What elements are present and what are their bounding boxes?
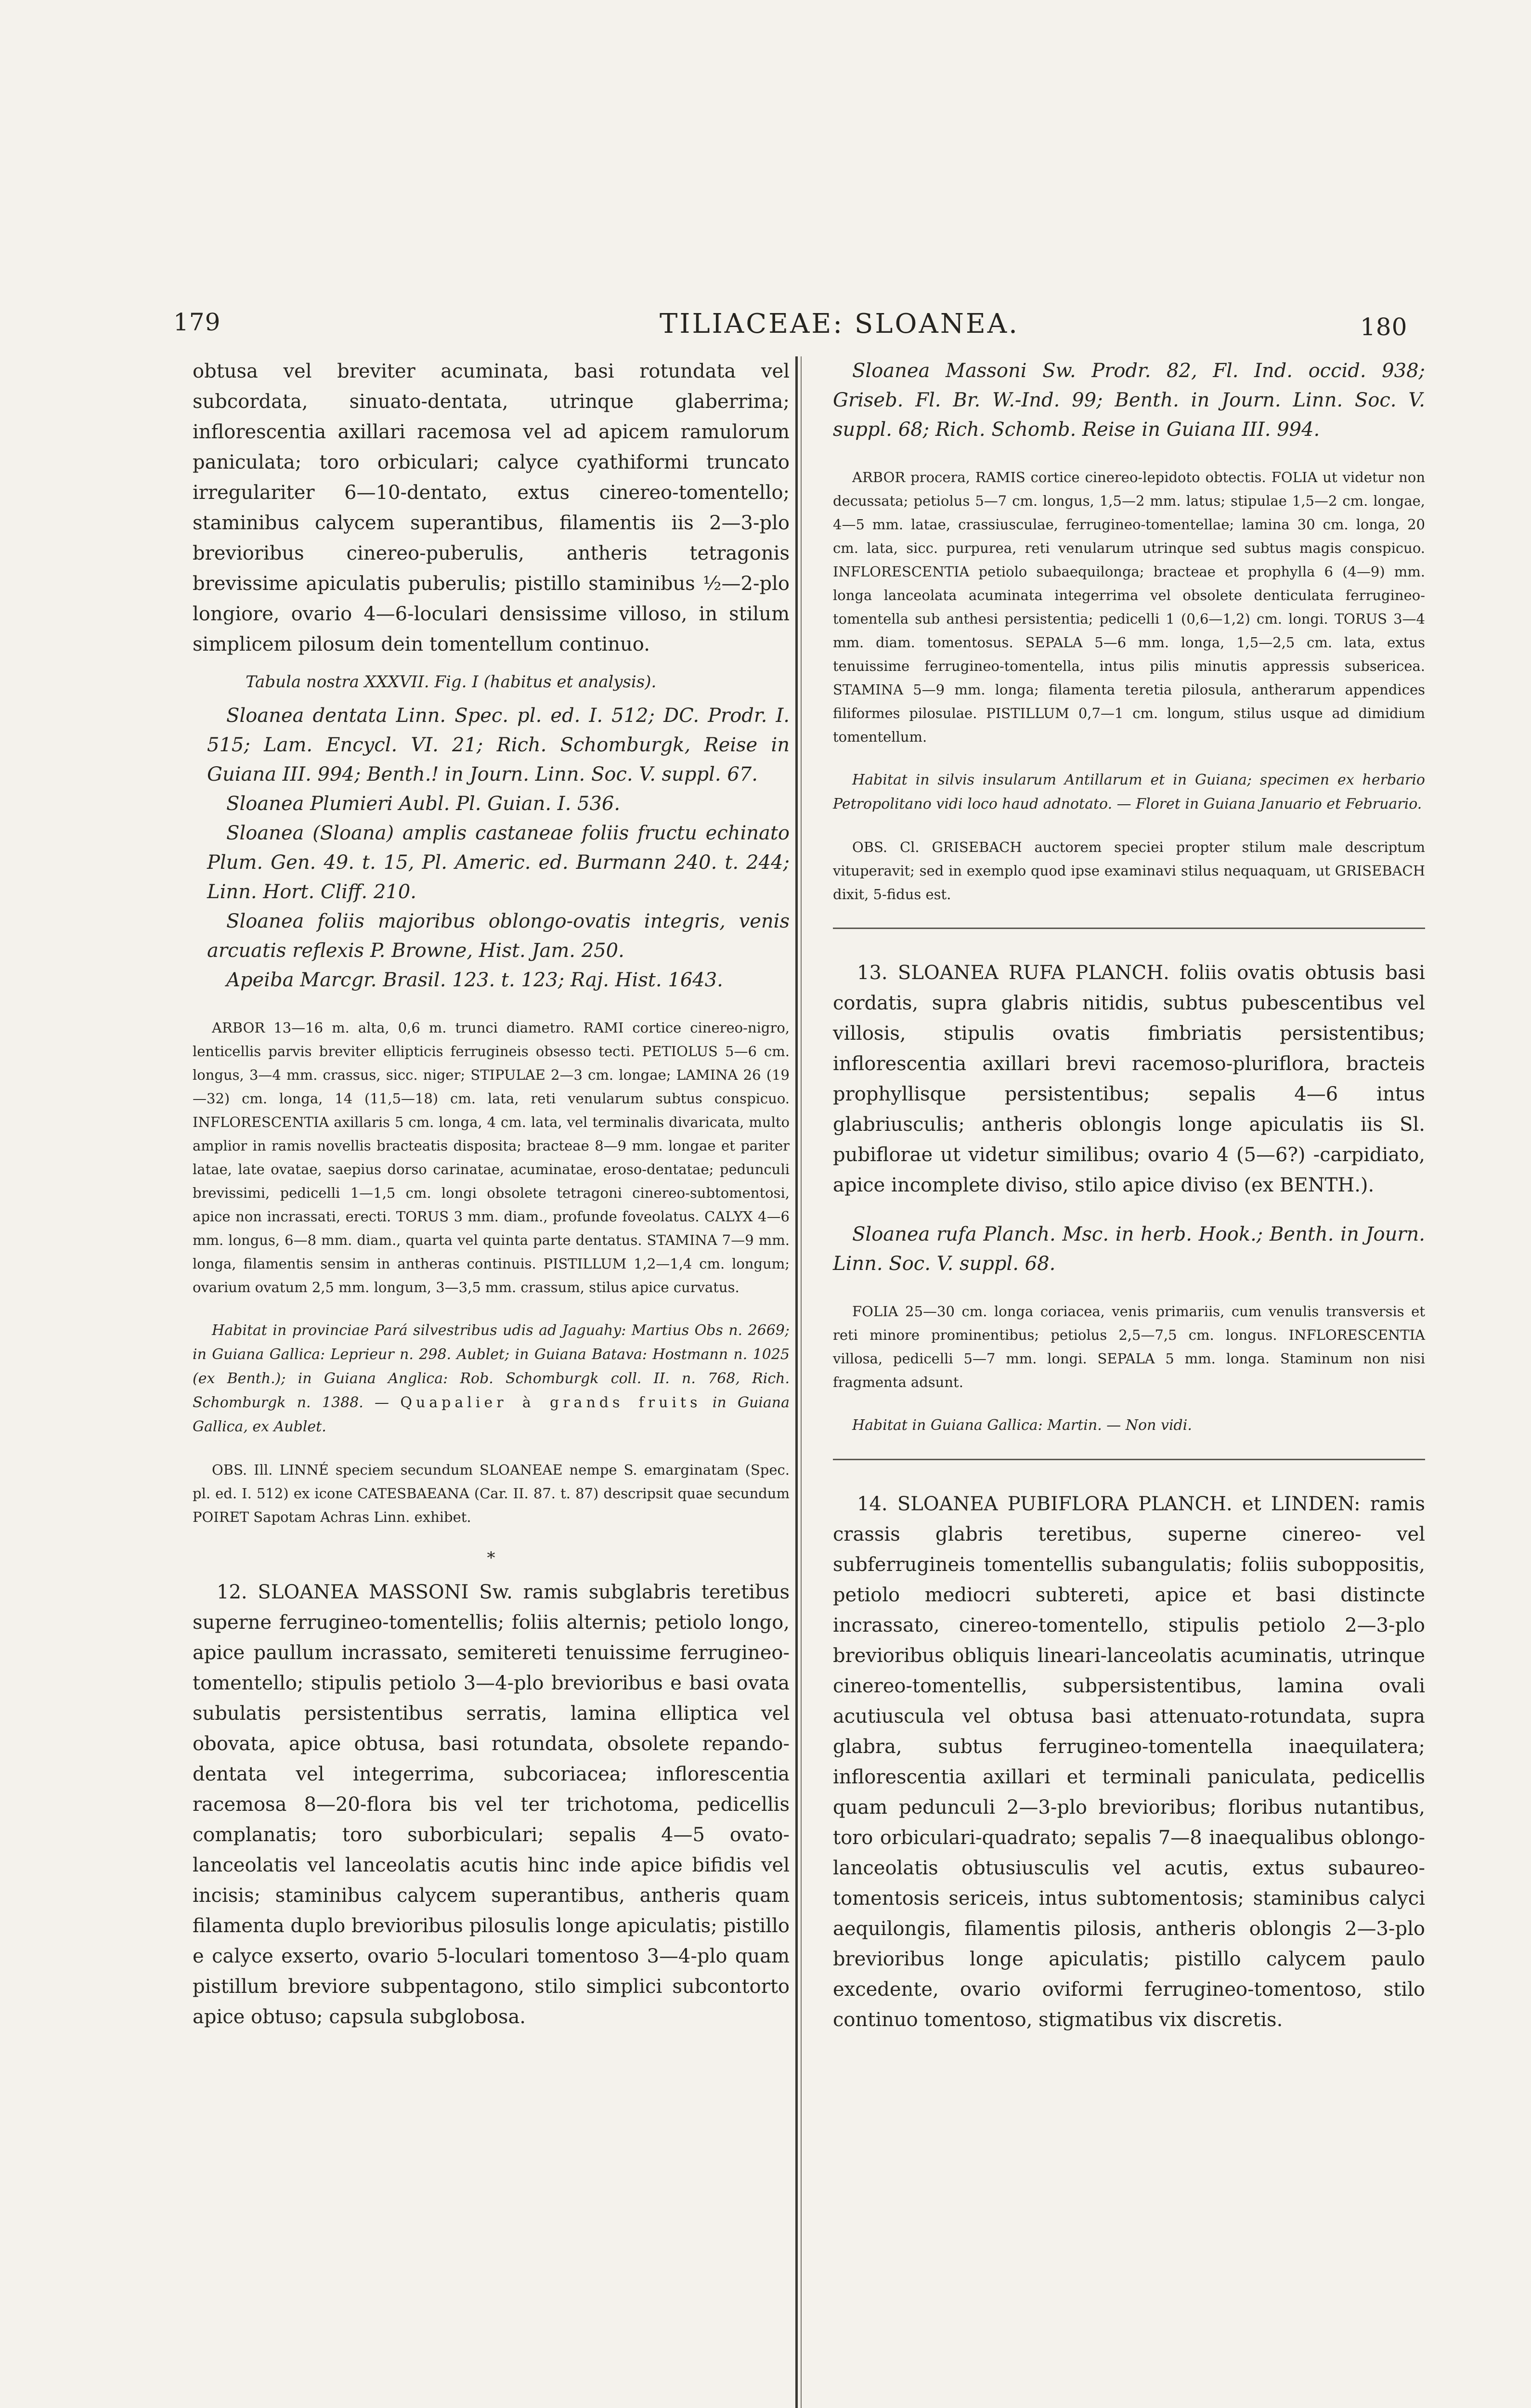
description-12: ARBOR procera, RAMIS cortice cinereo-lepidoto obtectis. FOLIA ut videtur non decussata; petiolus 5—7 cm. longus, 1,5—2 mm. latus; stipulae 1,5—2 cm. longae, 4—5 mm. latae, crassiusculae, ferrugineo-tomentellae; lamina 30 cm. longa, 20 cm. lata, sicc. purpurea, reti venularum utrinque sed subtus magis conspicuo. INFLORESCENTIA petiolo subaequilonga; bracteae et prophylla 6 (4—9) mm. longa lanceolata acuminata integerrima vel obsolete denticulata ferrugineo-tomentella sub anthesi persistentia; pedicelli 1 (0,6—1,2) cm. longi. TORUS 3—4 mm. diam. tomentosus. SEPALA 5—6 mm. longa, 1,5—2,5 cm. lata, extus tenuissime ferrugineo-tomentella, intus pilis minutis appressis subsericea. STAMINA 5—9 mm. longa; filamenta teretia pilosula, antherarum appendices filiformes pilosulae. PISTILLUM 0,7—1 cm. longum, stilus usque ad dimidium tomentellum. [833, 469, 1425, 745]
species-12-heading: 12. SLOANEA MASSONI Sw. ramis subglabris teretibus superne ferrugineo-tomentellis; foliis alternis; petiolo longo, apice paullum incrassato, semitereti tenuissime ferrugineo-tomentello; stipulis petiolo 3—4-plo brevioribus e basi ovata subulatis persistentibus serratis, lamina elliptica vel obovata, apice obtusa, basi rotundata, obsolete repando-dentata vel integerrima, subcoriacea; inflorescentia racemosa 8—20-flora bis vel ter trichotoma, pedicellis complanatis; toro suborbiculari; sepalis 4—5 ovato-lanceolatis vel lanceolatis acutis hinc inde apice bifidis vel incisis; staminibus calycem superantibus, antheris quam filamenta duplo brevioribus pilosulis longe apiculatis; pistillo e calyce exserto, ovario 5-loculari tomentoso 3—4-plo quam pistillum breviore subpentagono, stilo simplici subcontorto apice obtuso; capsula subglobosa. [193, 1581, 790, 2028]
left-column [193, 356, 790, 2032]
section-separator [833, 928, 1425, 929]
synonym-entry: Sloanea foliis majoribus oblongo-ovatis integris, venis arcuatis reflexis P. Browne, Hist. Jam. 250. [207, 910, 790, 962]
tabula-reference: Tabula nostra XXXVII. Fig. I (habitus et analysis). [246, 672, 657, 692]
habitat-13: Habitat in Guiana Gallica: Martin. — Non vidi. [852, 1417, 1192, 1434]
asterisk-mark: * [487, 1548, 495, 1568]
habitat-text-end: in Guiana Gallica, ex Aublet. [193, 1394, 790, 1435]
synonym-list [207, 701, 790, 995]
page-number-right: 180 [1360, 313, 1408, 341]
synonyms-12: Sloanea Massoni Sw. Prodr. 82, Fl. Ind. occid. 938; Griseb. Fl. Br. W.-Ind. 99; Benth. in Journ. Linn. Soc. V. suppl. 68; Rich. Schomb. Reise in Guiana III. 994. [833, 360, 1425, 441]
description-13: FOLIA 25—30 cm. longa coriacea, venis primariis, cum venulis transversis et reti minore prominentibus; petiolus 2,5—7,5 cm. longus. INFLORESCENTIA villosa, pedicelli 5—7 mm. longi. SEPALA 5 mm. longa. Staminum non nisi fragmenta adsunt. [833, 1303, 1425, 1390]
page-number-left: 179 [173, 308, 221, 336]
vernacular-name: Quapalier à grands fruits [400, 1394, 701, 1411]
column-divider [795, 356, 798, 2408]
habitat-paragraph [193, 1319, 790, 1439]
section-separator [833, 1459, 1425, 1460]
intro-paragraph: obtusa vel breviter acuminata, basi rotundata vel subcordata, sinuato-dentata, utrinque glaberrima; inflorescentia axillari racemosa vel ad apicem ramulorum paniculata; toro orbiculari; calyce cyathiformi truncato irregulariter 6—10-dentato, extus cinereo-tomentello; staminibus calycem superantibus, filamentis iis 2—3-plo brevioribus cinereo-puberulis, antheris tetragonis brevissime apiculatis puberulis; pistillo staminibus ½—2-plo longiore, ovario 4—6-loculari densissime villoso, in stilum simplicem pilosum dein tomentellum continuo. [193, 360, 790, 655]
species-13-heading: 13. SLOANEA RUFA PLANCH. foliis ovatis obtusis basi cordatis, supra glabris nitidis, subtus pubescentibus vel villosis, stipulis ovatis fimbriatis persistentibus; inflorescentia axillari brevi racemoso-pluriflora, bracteis prophyllisque persistentibus; sepalis 4—6 intus glabriusculis; antheris oblongis longe apiculatis iis Sl. pubiflorae ut videtur similibus; ovario 4 (5—6?) -carpidiato, apice incomplete diviso, stilo apice diviso (ex BENTH.). [833, 962, 1425, 1196]
species-14-heading: 14. SLOANEA PUBIFLORA PLANCH. et LINDEN: ramis crassis glabris teretibus, superne cinereo- vel subferrugineis tomentellis subangulatis; foliis suboppositis, petiolo mediocri subtereti, apice et basi distincte incrassato, cinereo-tomentello, stipulis petiolo 2—3-plo brevioribus obliquis lineari-lanceolatis acuminatis, utrinque cinereo-tomentellis, subpersistentibus, lamina ovali acutiuscula vel obtusa basi attenuato-rotundata, supra glabra, subtus ferrugineo-tomentella inaequilatera; inflorescentia axillari et terminali paniculata, pedicellis quam pedunculi 2—3-plo brevioribus; floribus nutantibus, toro orbiculari-quadrato; sepalis 7—8 inaequalibus oblongo-lanceolatis obtusiusculis vel acutis, extus subaureo-tomentosis sericeis, intus subtomentosis; staminibus calyci aequilongis, filamentis pilosis, antheris oblongis 2—3-plo brevioribus longe apiculatis; pistillo calycem paulo excedente, ovario oviformi ferrugineo-tomentoso, stilo continuo tomentoso, stigmatibus vix discretis. [833, 1493, 1425, 2031]
right-column [833, 356, 1425, 2035]
running-head: TILIACEAE: SLOANEA. [660, 308, 1019, 340]
observation-12: OBS. Cl. GRISEBACH auctorem speciei propter stilum male descriptum vituperavit; sed in exemplo quod ipse examinavi stilus nequaquam, ut GRISEBACH dixit, 5-fidus est. [833, 839, 1425, 903]
habitat-12: Habitat in silvis insularum Antillarum et in Guiana; specimen ex herbario Petropolitano vidi loco haud adnotato. — Floret in Guiana Januario et Februario. [833, 772, 1425, 812]
description-paragraph: ARBOR 13—16 m. alta, 0,6 m. trunci diametro. RAMI cortice cinereo-nigro, lenticellis parvis breviter ellipticis ferrugineis obsesso tecti. PETIOLUS 5—6 cm. longus, 3—4 mm. crassus, sicc. niger; STIPULAE 2—3 cm. longae; LAMINA 26 (19—32) cm. longa, 14 (11,5—18) cm. lata, reti venularum subtus conspicuo. INFLORESCENTIA axillaris 5 cm. longa, 4 cm. lata, vel terminalis divaricata, multo amplior in ramis novellis bracteatis disposita; bracteae 8—9 mm. longae et pariter latae, late ovatae, saepius dorso carinatae, acuminatae, eroso-dentatae; pedunculi brevissimi, pedicelli 1—1,5 cm. longi obsolete tetragoni cinereo-subtomentosi, apice non incrassati, erecti. TORUS 3 mm. diam., profunde foveolatus. CALYX 4—6 mm. longus, 6—8 mm. diam., quarta vel quinta parte dentatus. STAMINA 7—9 mm. longa, filamentis sensim in antheras continuis. PISTILLUM 1,2—1,4 cm. longum; ovarium ovatum 2,5 mm. longum, 3—3,5 mm. crassum, stilus apice curvatus. [193, 1020, 790, 1296]
synonyms-13: Sloanea rufa Planch. Msc. in herb. Hook.; Benth. in Journ. Linn. Soc. V. suppl. 68. [833, 1223, 1425, 1275]
synonym-entry: Sloanea dentata Linn. Spec. pl. ed. I. 512; DC. Prodr. I. 515; Lam. Encycl. VI. 21; Rich. Schomburgk, Reise in Guiana III. 994; Benth.! in Journ. Linn. Soc. V. suppl. 67. [207, 705, 790, 785]
habitat-text: Habitat in provinciae Pará silvestribus udis ad Jaguahy: Martius Obs n. 2669; in Guiana Gallica: Leprieur n. 298. Aublet; in Guiana Batava: Hostmann n. 1025 (ex Benth.); in Guiana Anglica: Rob. Schomburgk coll. II. n. 768, Rich. Schomburgk n. 1388. — [193, 1322, 790, 1411]
synonym-entry: Apeiba Marcgr. Brasil. 123. t. 123; Raj. Hist. 1643. [226, 969, 723, 991]
synonym-entry: Sloanea (Sloana) amplis castaneae foliis fructu echinato Plum. Gen. 49. t. 15, Pl. Americ. ed. Burmann 240. t. 244; Linn. Hort. Cliff. 210. [207, 822, 790, 903]
synonym-entry: Sloanea Plumieri Aubl. Pl. Guian. I. 536. [226, 793, 621, 815]
observation-paragraph: OBS. Ill. LINNÉ speciem secundum SLOANEAE nempe S. emarginatam (Spec. pl. ed. I. 512) ex icone CATESBAEANA (Car. II. 87. t. 87) descripsit quae secundum POIRET Sapotam Achras Linn. exhibet. [193, 1462, 790, 1525]
